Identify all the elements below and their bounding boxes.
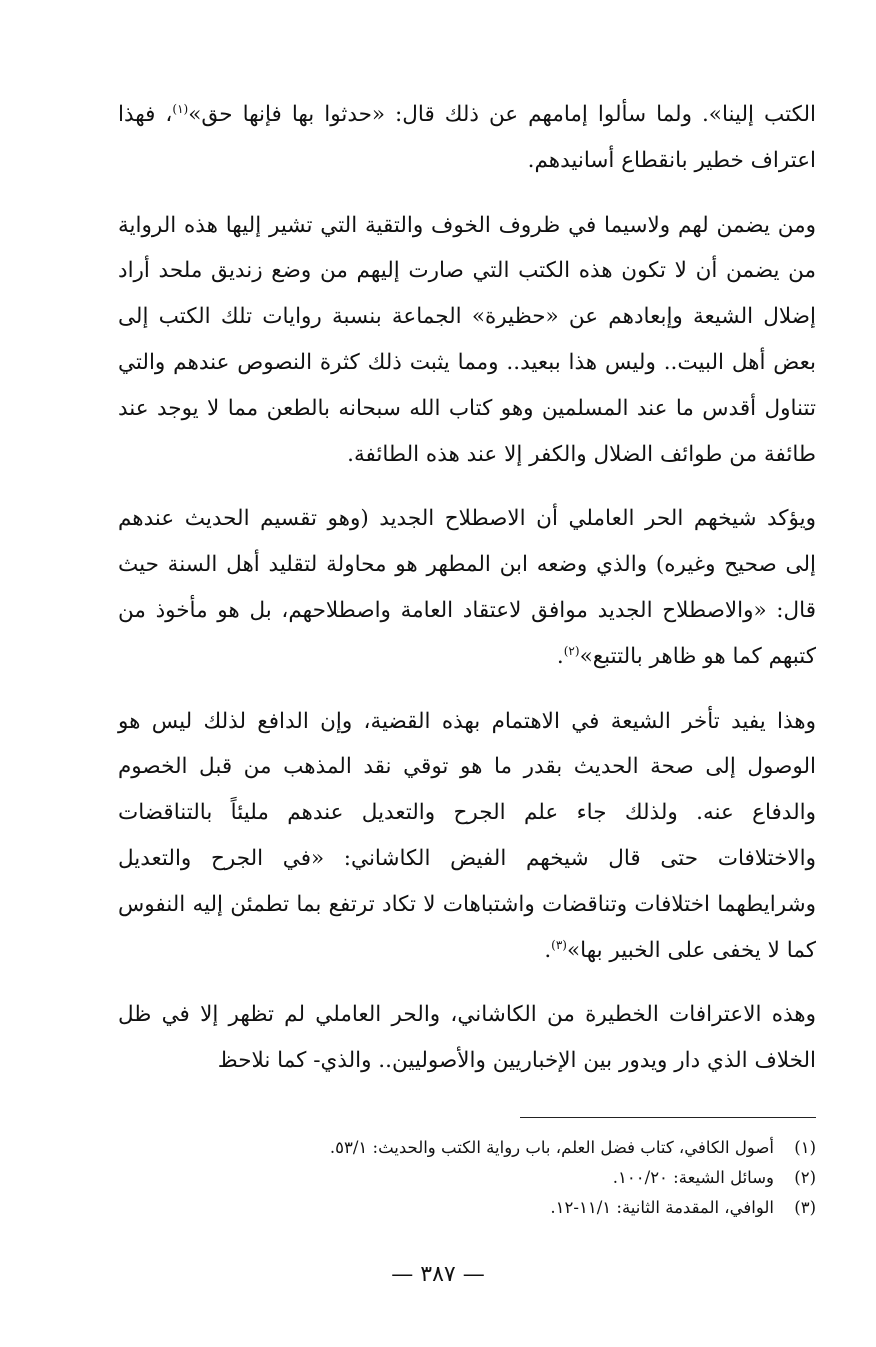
footnote-1-text: أصول الكافي، كتاب فضل العلم، باب رواية الكتب والحديث: ٥٣/١. — [329, 1138, 774, 1157]
footnote-3 — [118, 1193, 816, 1223]
footnote-1-number: (١) — [794, 1138, 816, 1157]
paragraph-1 — [118, 92, 816, 184]
footnote-2 — [118, 1163, 816, 1193]
paragraph-4 — [118, 699, 816, 974]
footnote-1 — [118, 1133, 816, 1163]
page-number: — ٣٨٧ — — [391, 1262, 485, 1287]
footnote-2-text: وسائل الشيعة: ١٠٠/٢٠. — [612, 1168, 774, 1187]
footnote-2-number: (٢) — [794, 1168, 816, 1187]
paragraph-2 — [118, 203, 816, 478]
footnote-divider — [520, 1117, 816, 1118]
footnote-ref-2: (٢) — [563, 643, 580, 658]
paragraph-3-text: ويؤكد شيخهم الحر العاملي أن الاصطلاح الجديد (وهو تقسيم الحديث عندهم إلى صحيح وغيره) والذي وضعه ابن المطهر هو محاولة لتقليد أهل السنة حيث قال: «والاصطلاح الجديد موافق لاعتقاد العامة واصطلاحهم، بل هو مأخوذ من كتبهم كما هو ظاهر بالتتبع» — [118, 506, 816, 669]
footnote-3-text: الوافي، المقدمة الثانية: ١١/١-١٢. — [550, 1198, 774, 1217]
footnotes-list — [118, 1133, 816, 1223]
footnote-ref-3: (٣) — [551, 937, 567, 952]
footnote-3-number: (٣) — [794, 1198, 816, 1217]
paragraph-4-tail: . — [544, 937, 552, 963]
paragraph-5-text: وهذه الاعترافات الخطيرة من الكاشاني، والحر العاملي لم تظهر إلا في ظل الخلاف الذي دار ويدور بين الإخباريين والأصوليين.. والذي- كما نلاحظ — [118, 1002, 816, 1074]
paragraph-3 — [118, 496, 816, 679]
footnote-ref-1: (١) — [172, 101, 189, 116]
paragraph-2-text: ومن يضمن لهم ولاسيما في ظروف الخوف والتقية التي تشير إليها هذه الرواية من يضمن أن لا تكون هذه الكتب التي صارت إليهم من وضع زنديق ملحد أراد إضلال الشيعة وإبعادهم عن «حظيرة» الجماعة بنسبة روايات تلك الكتب إلى بعض أهل البيت.. وليس هذا ببعيد.. ومما يثبت ذلك كثرة النصوص عندهم والتي تتناول أقدس ما عند المسلمين وهو كتاب الله سبحانه بالطعن مما لا يوجد عند طائفة من طوائف الضلال والكفر إلا عند هذه الطائفة. — [118, 212, 816, 467]
paragraph-1-text: الكتب إلينا». ولما سألوا إمامهم عن ذلك قال: «حدثوا بها فإنها حق» — [188, 102, 816, 127]
paragraph-3-tail: . — [556, 643, 564, 669]
paragraph-5 — [118, 992, 816, 1084]
paragraph-4-text: وهذا يفيد تأخر الشيعة في الاهتمام بهذه القضية، وإن الدافع لذلك ليس هو الوصول إلى صحة الحديث بقدر ما هو توقي نقد المذهب من قبل الخصوم والدفاع عنه. ولذلك جاء علم الجرح والتعديل عندهم مليئاً بالتناقضات والاختلافات حتى قال شيخهم الفيض الكاشاني: «في الجرح والتعديل وشرايطهما اختلافات وتناقضات واشتباهات لا تكاد ترتفع بما تطمئن إليه النفوس كما لا يخفى على الخبير بها» — [118, 708, 816, 963]
paragraph-1-tail: ، فهذا اعتراف خطير بانقطاع أسانيدهم. — [118, 102, 816, 173]
page-body — [118, 92, 816, 1084]
